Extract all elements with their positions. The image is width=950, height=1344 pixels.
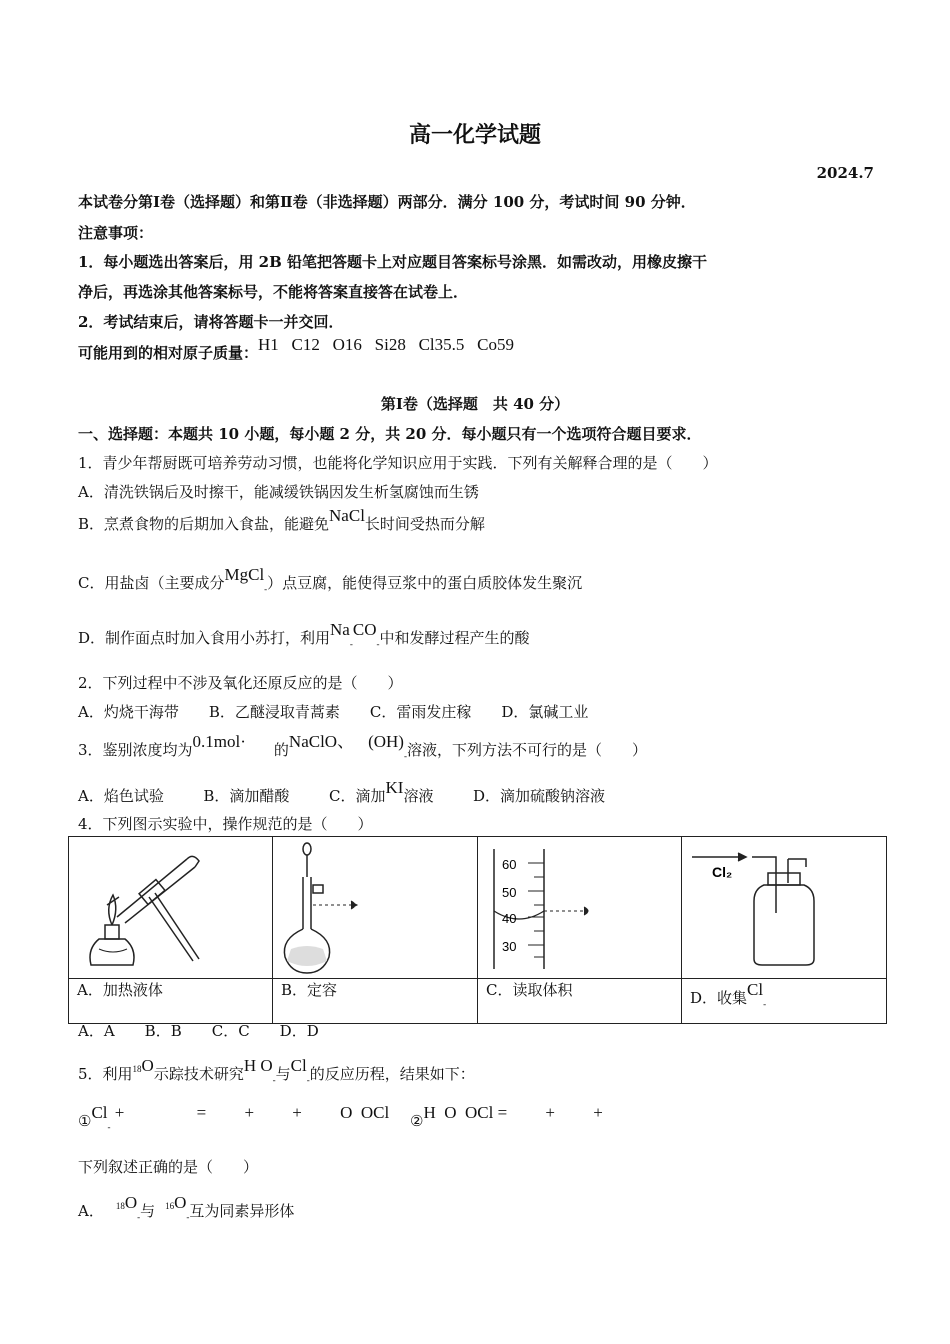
notice-item-1-cont: 净后，再选涂其他答案标号，不能将答案直接答在试卷上． <box>78 283 469 301</box>
notice-heading: 注意事项： <box>78 224 154 242</box>
formula-o2-16: O <box>174 1193 187 1212</box>
q1-stem: 1．青少年帮厨既可培养劳动习惯，也能将化学知识应用于实践．下列有关解释合理的是（ ） <box>78 454 718 472</box>
q3-stem-text: 3．鉴别浓度均为 <box>78 741 193 759</box>
atomic-masses <box>78 335 514 364</box>
reaction-2-text: H O OCl = + + <box>423 1103 603 1122</box>
figure-read-volume <box>478 837 682 979</box>
caption-c-text: C．读取体积 <box>486 981 573 999</box>
reaction-1-cl: Cl <box>91 1103 108 1122</box>
isotope-mass-18b: 18 <box>115 1201 125 1211</box>
experiment-figure-table <box>68 836 887 1024</box>
q1-option-b-text: B．烹煮食物的后期加入食盐，能避免 <box>78 515 330 533</box>
formula-cl2-q5: Cl <box>290 1056 307 1075</box>
caption-a-text: A．加热液体 <box>77 981 163 999</box>
formula-co3: CO <box>352 620 377 639</box>
graduated-cylinder-icon <box>478 837 681 978</box>
q1-option-b-tail: 长时间受热而分解 <box>364 515 485 533</box>
formula-ki: KI <box>385 778 404 797</box>
notice-item-1: 1．每小题选出答案后，用 2B 铅笔把答题卡上对应题目答案标号涂黑．如需改动，用橡皮擦干 <box>78 253 708 271</box>
figure-collect-gas <box>682 837 887 979</box>
q4-options: A．A B．B C．C D．D <box>78 1022 319 1040</box>
q5-stem-and: 与 <box>275 1065 291 1083</box>
formula-o2-18: O <box>124 1193 138 1212</box>
caption-d: D．收集$Cl_-$ <box>682 979 887 1024</box>
q1-option-d-tail: 中和发酵过程产生的酸 <box>379 629 530 647</box>
figure-heating-liquid <box>69 837 273 979</box>
caption-c <box>478 979 682 1024</box>
reaction-2 <box>410 1103 603 1132</box>
formula-naclo: NaClO、 <box>288 732 355 751</box>
q1-option-c: C．用盐卤（主要成分MgCl$_-$）点豆腐，能使得豆浆中的蛋白质胶体发生聚沉 <box>78 565 583 594</box>
q5-option-a-and: 与 <box>140 1202 156 1220</box>
q2-stem: 2．下列过程中不涉及氧化还原反应的是（ ） <box>78 674 403 692</box>
formula-nacl: NaCl <box>329 506 365 525</box>
q3-stem: 3．鉴别浓度均为0.1mol· 的NaClO、 $(OH)_-$溶液，下列方法不可行的是（ ） <box>78 732 647 761</box>
q5-stem: 5．利用$^{18}$O示踪技术研究H $O_-$与$Cl_-$的反应历程，结果如下： <box>78 1056 475 1085</box>
q3-option-c: C．滴加 <box>329 787 386 805</box>
formula-h2o: H O <box>243 1056 273 1075</box>
q3-stem-mid: 的 <box>273 741 289 759</box>
caption-a <box>69 979 273 1024</box>
exam-date: 2024.7 <box>816 164 874 182</box>
isotope-mass-18: 18 <box>132 1064 142 1074</box>
heating-apparatus-icon <box>69 837 272 978</box>
q5-stem-tail: 的反应历程，结果如下： <box>309 1065 475 1083</box>
reaction-1-rest: + = + + O OCl <box>110 1103 390 1122</box>
q1-option-a: A．清洗铁锅后及时擦干，能减缓铁锅因发生析氢腐蚀而生锈 <box>78 483 479 501</box>
reaction-1: $①Cl_-$ + = + + O OCl <box>78 1103 390 1132</box>
intro-line: 本试卷分第Ⅰ卷（选择题）和第Ⅱ卷（非选择题）两部分．满分 100 分，考试时间 90 分钟． <box>78 193 696 211</box>
atomic-masses-values: H1 C12 O16 Si28 Cl35.5 Co59 <box>258 335 514 354</box>
formula-na: Na <box>330 620 350 639</box>
q1-option-c-text: C．用盐卤（主要成分 <box>78 574 225 592</box>
notice-item-2: 2．考试结束后，请将答题卡一并交回． <box>78 313 344 331</box>
q5-question: 下列叙述正确的是（ ） <box>78 1158 259 1176</box>
q3-option-b: B．滴加醋酸 <box>203 787 290 805</box>
q5-stem-text: 5．利用 <box>78 1065 133 1083</box>
formula-cl2: Cl <box>747 980 764 999</box>
caption-d-text: D．收集 <box>690 989 748 1007</box>
cylinder-tick-label: 50 <box>502 885 517 900</box>
reaction-1-number: ① <box>78 1112 92 1130</box>
figure-volume-fixing <box>273 837 478 979</box>
formula-o18: O <box>141 1056 154 1075</box>
formula-mgcl2: MgCl <box>224 565 265 584</box>
q3-stem-tail: 溶液，下列方法不可行的是（ ） <box>406 741 647 759</box>
q5-option-a-tail: 互为同素异形体 <box>189 1202 295 1220</box>
q5-stem-mid: 示踪技术研究 <box>153 1065 244 1083</box>
q5-option-a: A． $^{18}O_-$与 $^{16}O_-$互为同素异形体 <box>78 1193 295 1222</box>
q1-option-b <box>78 506 485 535</box>
formula-concentration: 0.1mol· <box>192 732 246 751</box>
section-title: 第Ⅰ卷（选择题 共 40 分） <box>380 395 570 413</box>
isotope-mass-16: 16 <box>165 1201 175 1211</box>
caption-b-text: B．定容 <box>281 981 338 999</box>
section-heading: 一、选择题：本题共 10 小题，每小题 2 分，共 20 分．每小题只有一个选项符合题目要求． <box>78 425 702 443</box>
q3-option-c-tail: 溶液 <box>403 787 434 805</box>
q3-option-a: A．焰色试验 <box>78 787 164 805</box>
atomic-masses-label: 可能用到的相对原子质量： <box>78 344 259 362</box>
cylinder-tick-label: 30 <box>502 939 517 954</box>
page-title: 高一化学试题 <box>408 122 541 148</box>
cylinder-tick-label: 40 <box>502 911 517 926</box>
q2-options: A．灼烧干海带 B．乙醚浸取青蒿素 C．雷雨发庄稼 D．氯碱工业 <box>78 703 589 721</box>
q1-option-d: D．制作面点时加入食用小苏打，利用$Na_-CO_-$中和发酵过程产生的酸 <box>78 620 530 649</box>
volumetric-flask-icon <box>273 837 477 978</box>
reaction-2-number: ② <box>410 1112 424 1130</box>
q1-option-d-text: D．制作面点时加入食用小苏打，利用 <box>78 629 331 647</box>
q1-option-c-tail: ）点豆腐，能使得豆浆中的蛋白质胶体发生聚沉 <box>267 574 583 592</box>
gas-label: Cl₂ <box>712 864 733 880</box>
q4-stem: 4．下列图示实验中，操作规范的是（ ） <box>78 815 373 833</box>
cylinder-tick-label: 60 <box>502 857 517 872</box>
formula-hydroxide: (OH) <box>368 732 404 751</box>
q3-option-d: D．滴加硫酸钠溶液 <box>473 787 606 805</box>
q3-options <box>78 778 606 807</box>
caption-b <box>273 979 478 1024</box>
q5-option-a-label: A． <box>78 1202 104 1220</box>
gas-bottle-icon <box>682 837 886 978</box>
